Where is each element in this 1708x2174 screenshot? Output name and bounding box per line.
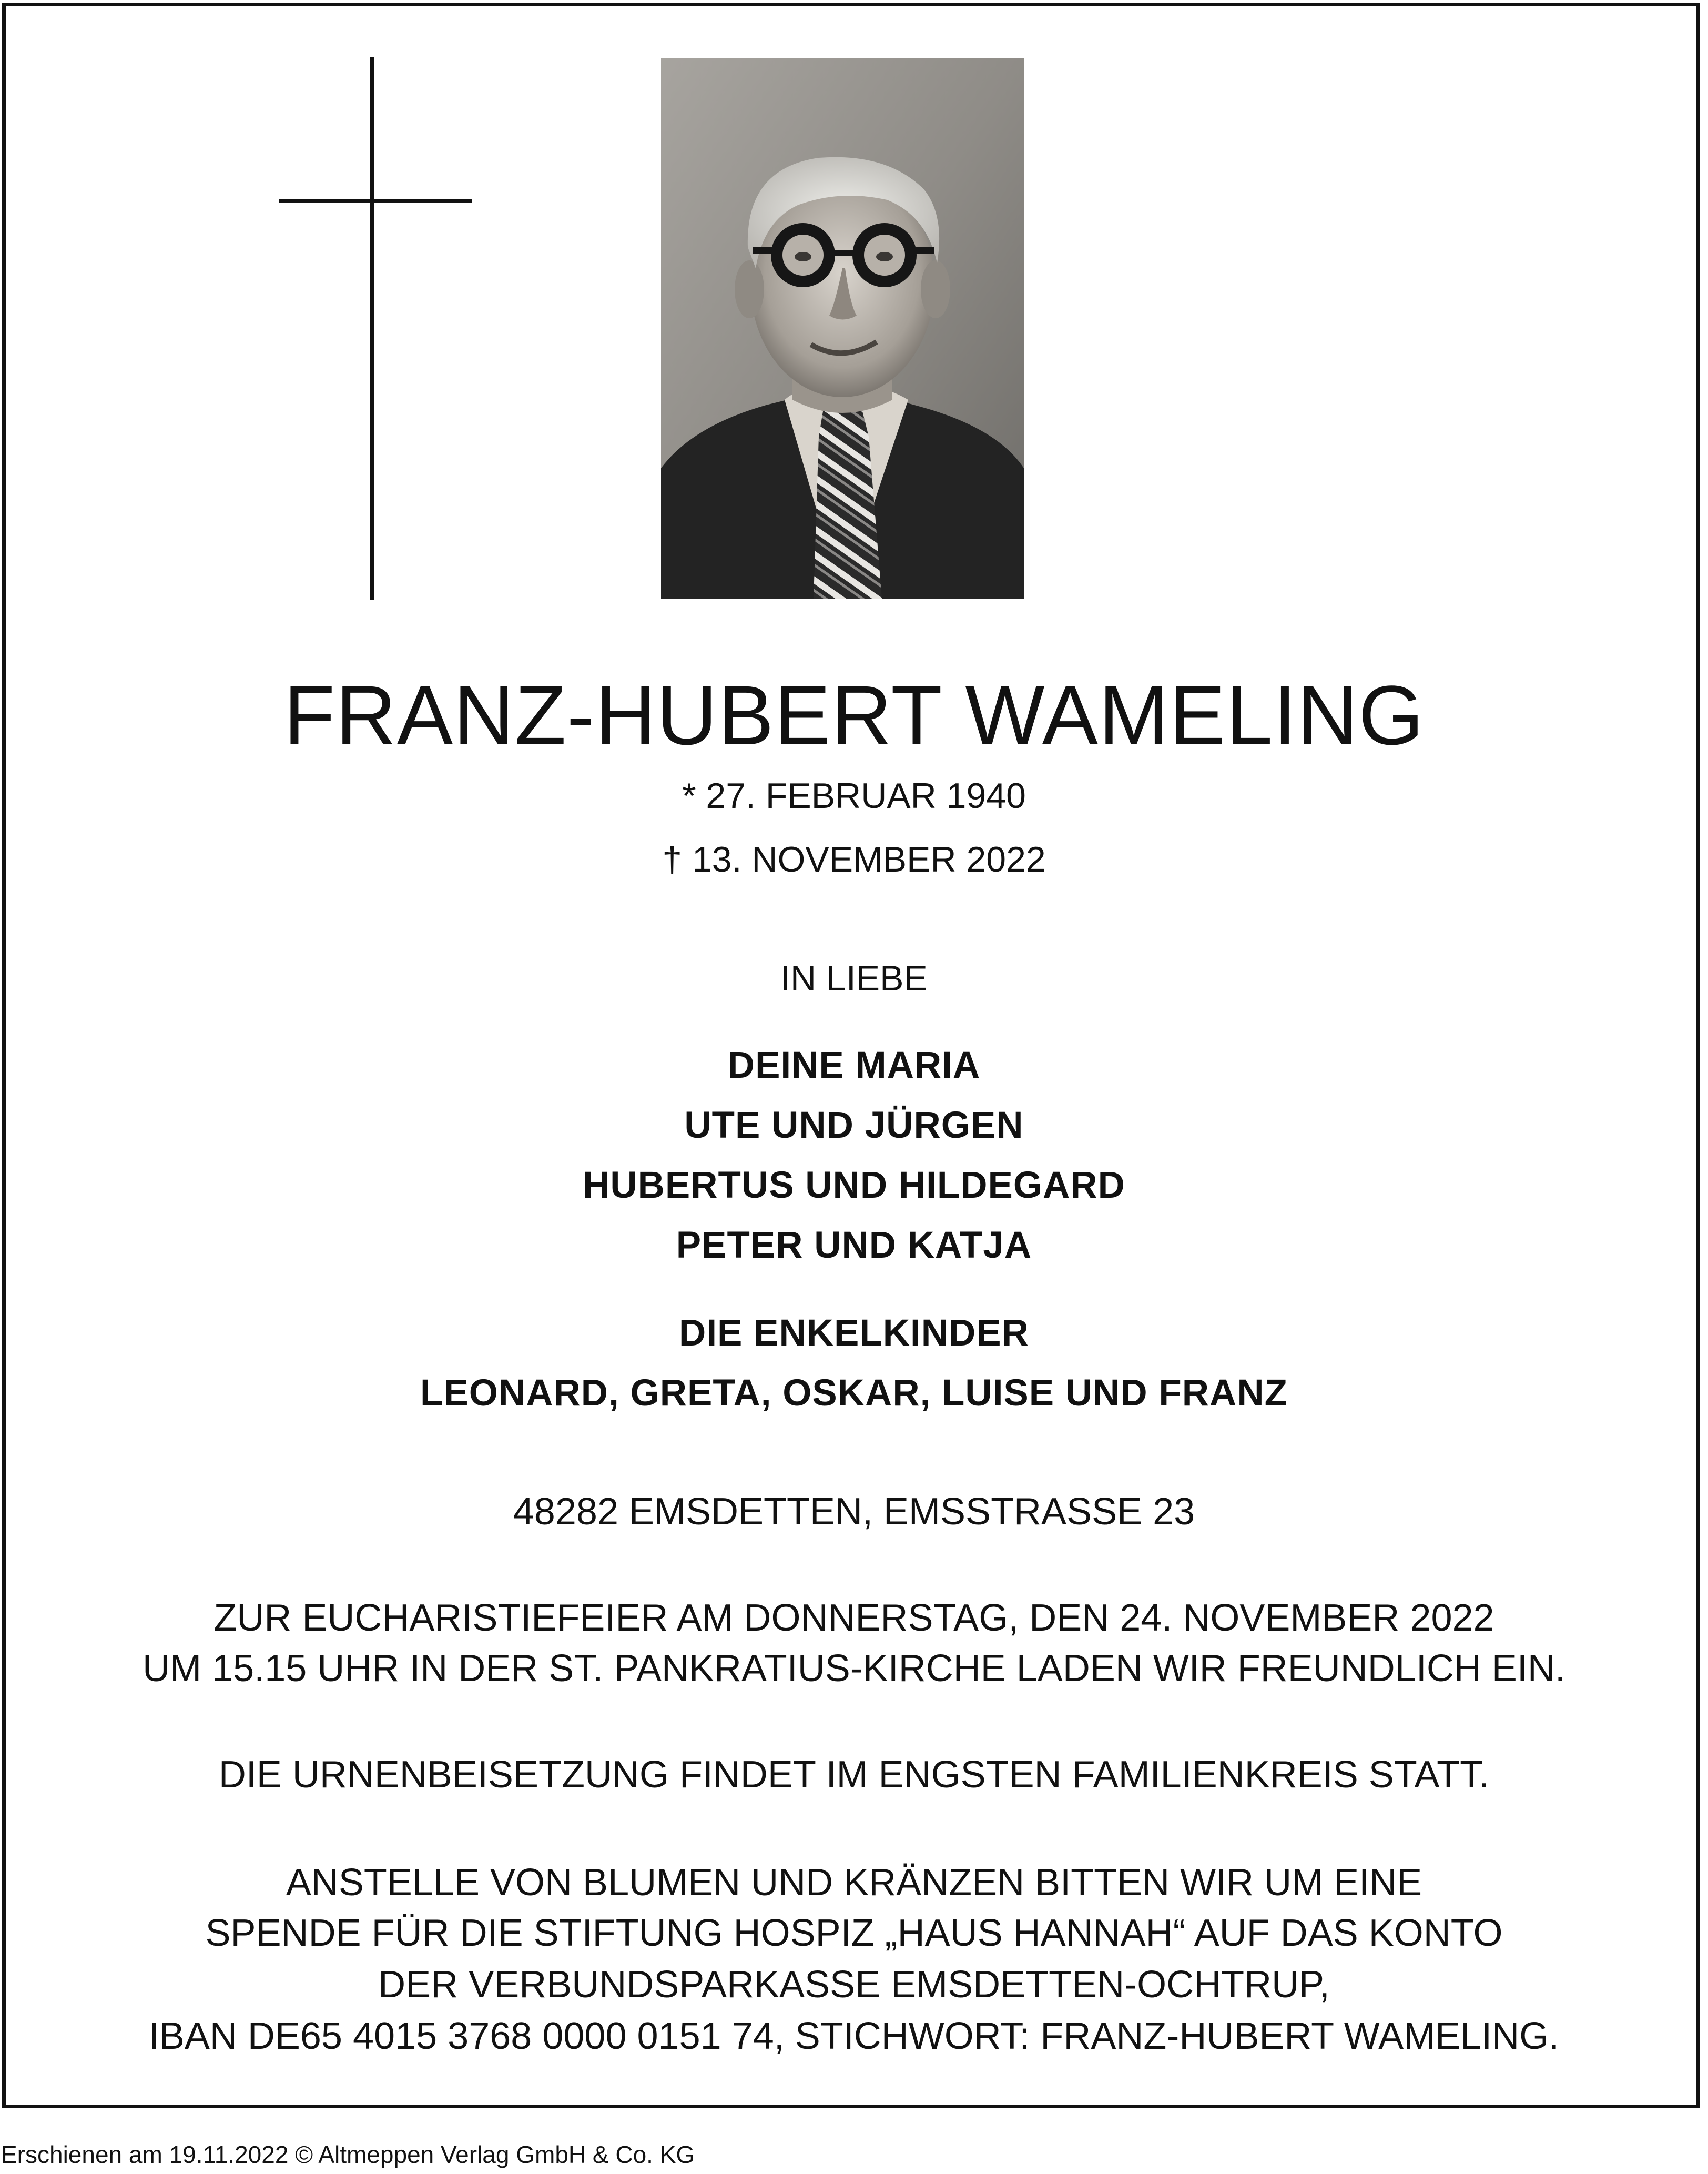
family-member: UTE UND JÜRGEN	[684, 1105, 1024, 1146]
address: 48282 EMSDETTEN, EMSSTRASSE 23	[513, 1491, 1195, 1533]
service-line: ZUR EUCHARISTIEFEIER AM DONNERSTAG, DEN 24. NOVEMBER 2022	[214, 1597, 1494, 1639]
donation-line: DER VERBUNDSPARKASSE EMSDETTEN-OCHTRUP,	[378, 1964, 1330, 2006]
deceased-name: FRANZ-HUBERT WAMELING	[283, 668, 1425, 762]
grandchildren-names: LEONARD, GRETA, OSKAR, LUISE UND FRANZ	[420, 1372, 1288, 1414]
service-line: UM 15.15 UHR IN DER ST. PANKRATIUS-KIRCHE LADEN WIR FREUNDLICH EIN.	[143, 1647, 1565, 1690]
grandchildren-heading: DIE ENKELKINDER	[679, 1312, 1029, 1354]
portrait-photo	[661, 58, 1024, 599]
donation-line: SPENDE FÜR DIE STIFTUNG HOSPIZ „HAUS HANNAH“ AUF DAS KONTO	[205, 1912, 1503, 1954]
family-member: PETER UND KATJA	[676, 1225, 1032, 1266]
family-member: HUBERTUS UND HILDEGARD	[583, 1165, 1125, 1206]
birth-date: * 27. FEBRUAR 1940	[682, 776, 1026, 816]
cross-icon-bar	[279, 199, 472, 203]
donation-line: ANSTELLE VON BLUMEN UND KRÄNZEN BITTEN WIR UM EINE	[286, 1862, 1422, 1904]
cross-icon	[370, 57, 374, 600]
family-member: DEINE MARIA	[727, 1045, 981, 1086]
burial-note: DIE URNENBEISETZUNG FINDET IM ENGSTEN FAMILIENKREIS STATT.	[218, 1754, 1490, 1796]
donation-line: IBAN DE65 4015 3768 0000 0151 74, STICHWORT: FRANZ-HUBERT WAMELING.	[148, 2015, 1560, 2057]
in-love-label: IN LIEBE	[780, 958, 928, 998]
death-date: † 13. NOVEMBER 2022	[662, 840, 1046, 879]
publication-footer: Erschienen am 19.11.2022 © Altmeppen Verlag GmbH & Co. KG	[1, 2141, 695, 2168]
